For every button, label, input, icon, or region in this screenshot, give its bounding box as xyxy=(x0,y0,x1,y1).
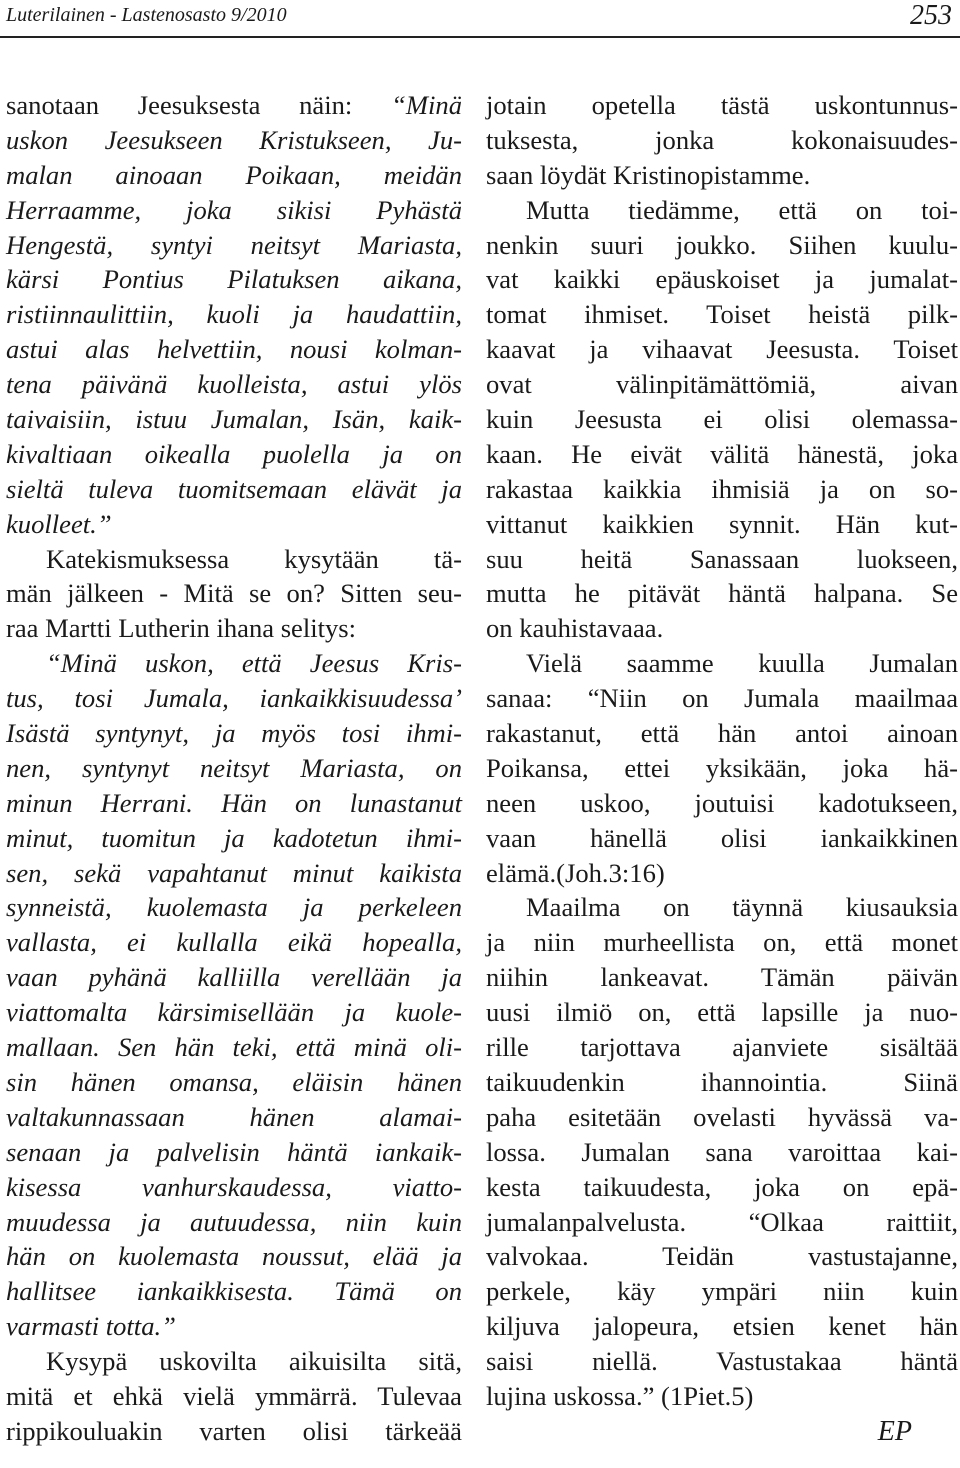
text-line: hän on kuolemasta noussut, elää ja xyxy=(6,1241,462,1272)
text-line: sanaa: “Niin on Jumala maailmaa xyxy=(486,683,958,714)
text-line: paha esitetään ovelasti hyvässä va- xyxy=(486,1101,958,1132)
text-line: lujina uskossa.” (1Piet.5) xyxy=(486,1380,754,1411)
text-line: uskon Jeesukseen Kristukseen, Ju- xyxy=(6,124,462,155)
page-header xyxy=(0,0,960,36)
right-column xyxy=(486,88,958,1414)
text-line: nen, syntynyt neitsyt Mariasta, on xyxy=(6,752,462,783)
text-line: rille tarjottava ajanviete sisältää xyxy=(486,1032,958,1063)
text-line: rippikouluakin varten olisi tärkeää xyxy=(6,1415,462,1446)
text-line: viattomalta kärsimisellään ja kuole- xyxy=(6,997,462,1028)
text-line: kuolleet.” xyxy=(6,508,112,539)
text-line: vaan pyhänä kalliilla verellään ja xyxy=(6,962,462,993)
text-line: Mutta tiedämme, että on toi- xyxy=(526,194,958,225)
text-line: on kauhistavaaa. xyxy=(486,613,664,644)
left-column xyxy=(6,88,462,1449)
text-line: ristiinnaulittiin, kuoli ja haudattiin, xyxy=(6,299,462,330)
text-line: tomat ihmiset. Toiset heistä pilk- xyxy=(486,299,958,330)
text-line: kaan. He eivät välitä hänestä, joka xyxy=(486,438,958,469)
page-number: 253 xyxy=(910,0,952,31)
text-line: lossa. Jumalan sana varoittaa kai- xyxy=(486,1136,958,1167)
text-line: Kysypä uskovilta aikuisilta sitä, xyxy=(46,1346,462,1377)
text-line: jotain opetella tästä uskontunnus- xyxy=(486,90,958,120)
text-line: vallasta, ei kullalla eikä hopealla, xyxy=(6,927,462,958)
text-line: kuin Jeesusta ei olisi olemassa- xyxy=(486,404,958,435)
header-rule xyxy=(0,36,960,38)
publication-title: Luterilainen - Lastenosasto 9/2010 xyxy=(6,4,287,26)
text-line: vat kaikki epäuskoiset ja jumalat- xyxy=(486,264,958,295)
text-line: Hengestä, syntyi neitsyt Mariasta, xyxy=(6,229,462,260)
text-line: kisessa vanhurskaudessa, viatto- xyxy=(6,1171,462,1202)
text-line: sen, sekä vapahtanut minut kaikista xyxy=(6,857,462,888)
text-line: astui alas helvettiin, nousi kolman- xyxy=(6,334,462,365)
text-line: uusi ilmiö on, että lapsille ja nuo- xyxy=(486,997,958,1028)
text-line: Isästä syntynyt, ja myös tosi ihmi- xyxy=(6,718,462,749)
text-line: kesta taikuudesta, joka on epä- xyxy=(486,1171,958,1202)
text-line: mutta he pitävät häntä halpana. Se xyxy=(486,578,958,609)
text-line: kiljuva jalopeura, etsien kenet hän xyxy=(486,1311,958,1342)
text-line: vaan hänellä olisi iankaikkinen xyxy=(486,822,958,853)
text-line: Herraamme, joka sikisi Pyhästä xyxy=(6,194,462,225)
text-line: minun Herrani. Hän on lunastanut xyxy=(6,787,462,818)
text-line: perkele, käy ympäri niin kuin xyxy=(486,1276,958,1307)
text-line: synneistä, kuolemasta ja perkeleen xyxy=(6,892,462,923)
text-line: “Minä uskon, että Jeesus Kris- xyxy=(46,648,462,679)
text-line: raa Martti Lutherin ihana selitys: xyxy=(6,613,357,644)
text-line: vittanut kaikkien synnit. Hän kut- xyxy=(486,508,958,539)
text-line: Vielä saamme kuulla Jumalan xyxy=(526,648,958,679)
text-line: sanotaan Jeesuksesta näin: “Minä xyxy=(6,90,462,120)
text-line: hallitsee iankaikkisesta. Tämä on xyxy=(6,1276,462,1307)
text-line: tus, tosi Jumala, iankaikkisuudessa’ xyxy=(6,683,462,714)
text-line: valtakunnassaan hänen alamai- xyxy=(6,1101,462,1132)
text-line: rakastanut, että hän antoi ainoan xyxy=(486,718,958,749)
text-line: senaan ja palvelisin häntä iankaik- xyxy=(6,1136,462,1167)
text-line: mitä et ehkä vielä ymmärrä. Tulevaa xyxy=(6,1380,462,1411)
text-line: suu heitä Sanassaan luokseen, xyxy=(486,543,958,574)
text-line: ovat välinpitämättömiä, aivan xyxy=(486,369,958,400)
text-line: neen uskoo, joutuisi kadotukseen, xyxy=(486,787,958,818)
author-signature: EP xyxy=(877,1416,912,1447)
text-line: ja niin murheellista on, että monet xyxy=(486,927,958,958)
text-line: muudessa ja autuudessa, niin kuin xyxy=(6,1206,462,1237)
text-line: Poikansa, ettei yksikään, joka hä- xyxy=(486,752,958,783)
text-line: niihin lankeavat. Tämän päivän xyxy=(486,962,958,993)
text-line: varmasti totta.” xyxy=(6,1311,176,1342)
text-line: malan ainoaan Poikaan, meidän xyxy=(6,159,462,190)
text-line: tuksesta, jonka kokonaisuudes- xyxy=(486,124,958,155)
text-line: taikuudenkin ihannointia. Siinä xyxy=(486,1066,958,1097)
text-line: valvokaa. Teidän vastustajanne, xyxy=(486,1241,958,1272)
text-line: män jälkeen - Mitä se on? Sitten seu- xyxy=(6,578,462,609)
text-line: saisi niellä. Vastustakaa häntä xyxy=(486,1346,958,1377)
text-line: nenkin suuri joukko. Siihen kuulu- xyxy=(486,229,958,260)
text-line: Katekismuksessa kysytään tä- xyxy=(46,543,462,574)
text-line: tena päivänä kuolleista, astui ylös xyxy=(6,369,462,400)
text-line: rakastaa kaikkia ihmisiä ja on so- xyxy=(486,473,958,504)
text-line: minut, tuomitun ja kadotetun ihmi- xyxy=(6,822,462,853)
text-line: jumalanpalvelusta. “Olkaa raittiit, xyxy=(486,1206,958,1237)
text-line: mallaan. Sen hän teki, että minä oli- xyxy=(6,1032,462,1063)
text-line: kivaltiaan oikealla puolella ja on xyxy=(6,438,462,469)
text-line: saan löydät Kristinopistamme. xyxy=(486,159,811,190)
text-line: kaavat ja vihaavat Jeesusta. Toiset xyxy=(486,334,958,365)
text-line: elämä.(Joh.3:16) xyxy=(486,857,665,888)
text-line: Maailma on täynnä kiusauksia xyxy=(526,892,958,923)
text-line: taivaisiin, istuu Jumalan, Isän, kaik- xyxy=(6,404,462,435)
text-line: kärsi Pontius Pilatuksen aikana, xyxy=(6,264,462,295)
text-line: sieltä tuleva tuomitsemaan elävät ja xyxy=(6,473,462,504)
text-line: sin hänen omansa, eläisin hänen xyxy=(6,1066,462,1097)
